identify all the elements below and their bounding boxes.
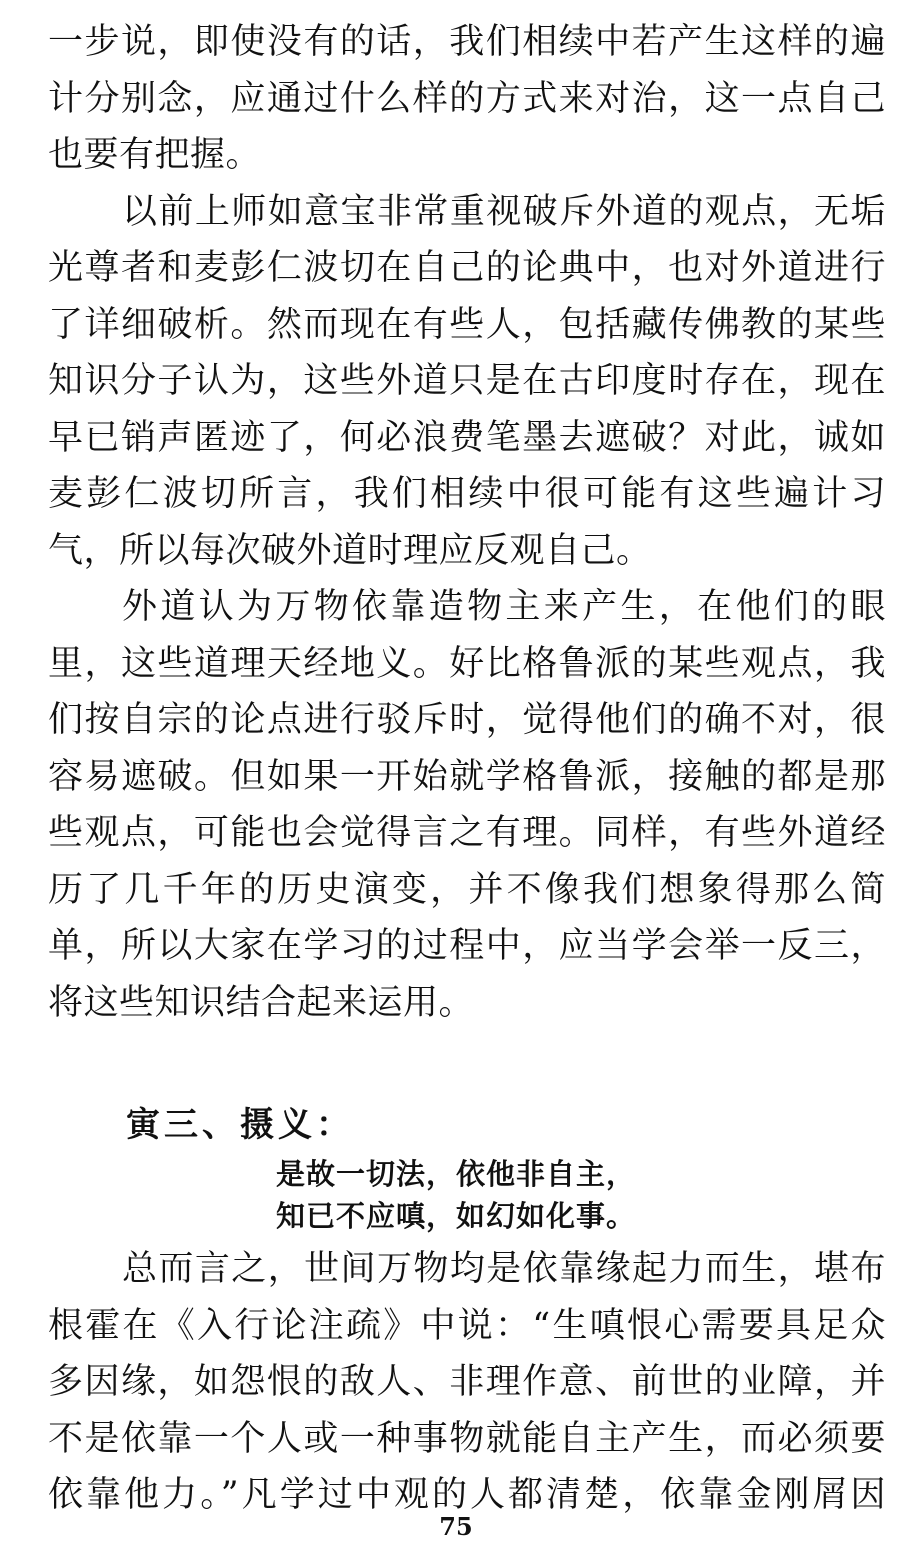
text-line: 一步说，即使没有的话，我们相续中若产生这样的遍 bbox=[48, 22, 886, 62]
text-line: 知识分子认为，这些外道只是在古印度时存在，现在 bbox=[48, 361, 886, 401]
text-line: 麦彭仁波切所言，我们相续中很可能有这些遍计习 bbox=[48, 474, 886, 514]
text-line: 根霍在《入行论注疏》中说：“生嗔恨心需要具足众 bbox=[48, 1305, 886, 1346]
text-line: 外道认为万物依靠造物主来产生，在他们的眼 bbox=[122, 587, 886, 627]
paragraph-1 bbox=[48, 14, 886, 184]
page-body bbox=[48, 14, 886, 1524]
paragraph-3 bbox=[48, 579, 886, 1031]
text-line: 气，所以每次破外道时理应反观自己。 bbox=[48, 530, 652, 571]
verse-block bbox=[48, 1153, 886, 1237]
paragraph-4 bbox=[48, 1241, 886, 1524]
text-line: 总而言之，世间万物均是依靠缘起力而生，堪布 bbox=[122, 1249, 886, 1289]
section-heading: 寅三、摄义： bbox=[126, 1105, 354, 1145]
text-line: 容易遮破。但如果一开始就学格鲁派，接触的都是那 bbox=[48, 756, 886, 797]
text-line: 光尊者和麦彭仁波切在自己的论典中，也对外道进行 bbox=[48, 248, 886, 288]
text-line: 了详细破析。然而现在有些人，包括藏传佛教的某些 bbox=[48, 304, 886, 345]
text-line: 不是依靠一个人或一种事物就能自主产生，而必须要 bbox=[48, 1418, 886, 1459]
page-number: 75 bbox=[439, 1512, 473, 1541]
verse-line: 是故一切法，依他非自主， bbox=[276, 1157, 637, 1191]
text-line: 们按自宗的论点进行驳斥时，觉得他们的确不对，很 bbox=[48, 700, 886, 740]
text-line: 依靠他力。”凡学过中观的人都清楚，依靠金刚屑因 bbox=[48, 1475, 886, 1515]
text-line: 些观点，可能也会觉得言之有理。同样，有些外道经 bbox=[48, 813, 886, 853]
text-line: 历了几千年的历史演变，并不像我们想象得那么简 bbox=[48, 869, 886, 910]
text-line: 将这些知识结合起来运用。 bbox=[48, 982, 475, 1023]
text-line: 以前上师如意宝非常重视破斥外道的观点，无垢 bbox=[122, 191, 886, 232]
text-line: 里，这些道理天经地义。好比格鲁派的某些观点，我 bbox=[48, 643, 886, 684]
text-line: 计分别念，应通过什么样的方式来对治，这一点自己 bbox=[48, 78, 886, 119]
paragraph-2 bbox=[48, 184, 886, 580]
text-line: 单，所以大家在学习的过程中，应当学会举一反三， bbox=[48, 926, 886, 966]
section-spacer bbox=[48, 1031, 886, 1097]
verse-line: 知已不应嗔，如幻如化事。 bbox=[276, 1199, 637, 1233]
text-line: 早已销声匿迹了，何必浪费笔墨去遮破？对此，诚如 bbox=[48, 417, 886, 458]
text-line: 也要有把握。 bbox=[48, 135, 262, 175]
text-line: 多因缘，如怨恨的敌人、非理作意、前世的业障，并 bbox=[48, 1362, 886, 1402]
